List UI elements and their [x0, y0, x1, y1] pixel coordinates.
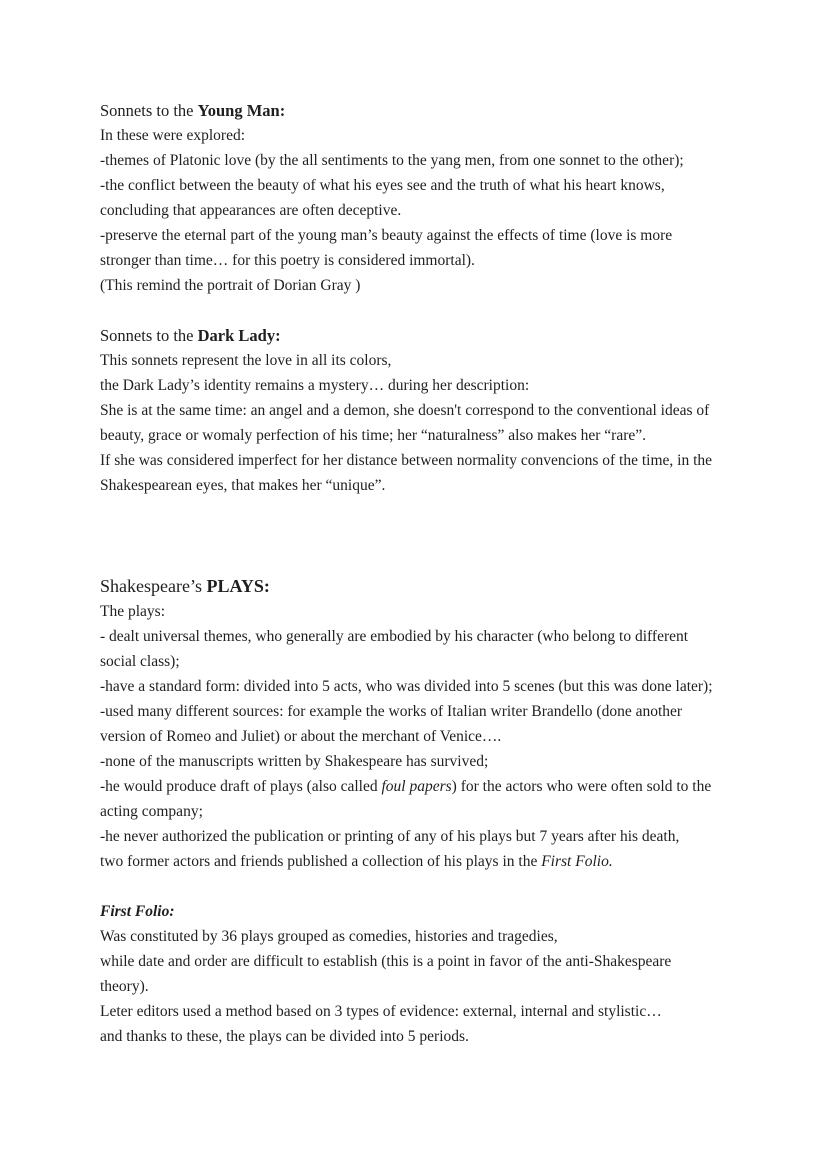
text-line: two former actors and friends published a collection of his plays in the First Folio. [100, 853, 613, 870]
text-line: If she was considered imperfect for her distance between normality convencions of the time, in the [100, 452, 713, 469]
heading-bold: PLAYS: [206, 576, 270, 596]
section-heading: Sonnets to the Young Man: [100, 101, 286, 120]
text-line: concluding that appearances are often deceptive. [100, 202, 402, 219]
section-plays [100, 573, 740, 874]
section-heading: First Folio: [100, 903, 175, 920]
spacer [100, 298, 740, 323]
text-line: theory). [100, 978, 149, 995]
text-line: She is at the same time: an angel and a demon, she doesn't correspond to the conventional ideas of [100, 402, 710, 419]
text-line: This sonnets represent the love in all its colors, [100, 352, 392, 369]
italic-term: First Folio. [541, 853, 613, 870]
text-line: (This remind the portrait of Dorian Gray ) [100, 277, 361, 294]
text-line: Leter editors used a method based on 3 types of evidence: external, internal and stylistic… [100, 1003, 662, 1020]
text-line: -he would produce draft of plays (also called foul papers) for the actors who were often sold to the [100, 778, 712, 795]
text-line: -he never authorized the publication or printing of any of his plays but 7 years after his death, [100, 828, 680, 845]
document-page [100, 98, 740, 1049]
text-line: while date and order are difficult to establish (this is a point in favor of the anti-Shakespeare [100, 953, 672, 970]
text-line: acting company; [100, 803, 203, 820]
text-line: -none of the manuscripts written by Shakespeare has survived; [100, 753, 489, 770]
italic-term: foul papers [381, 778, 452, 795]
text-line: -have a standard form: divided into 5 acts, who was divided into 5 scenes (but this was done later); [100, 678, 713, 695]
text-line: beauty, grace or womaly perfection of his time; her “naturalness” also makes her “rare”. [100, 427, 646, 444]
text-line: -themes of Platonic love (by the all sentiments to the yang men, from one sonnet to the other); [100, 152, 684, 169]
text-line: In these were explored: [100, 127, 246, 144]
text-line: the Dark Lady’s identity remains a mystery… during her description: [100, 377, 530, 394]
spacer [100, 498, 740, 573]
text-line: -preserve the eternal part of the young man’s beauty against the effects of time (love is more [100, 227, 673, 244]
spacer [100, 874, 740, 899]
text-line: stronger than time… for this poetry is considered immortal). [100, 252, 475, 269]
section-first-folio [100, 899, 740, 1049]
heading-bold: Young Man: [197, 101, 286, 120]
text-line: social class); [100, 653, 180, 670]
text-line: - dealt universal themes, who generally are embodied by his character (who belong to different [100, 628, 689, 645]
text-line: -used many different sources: for example the works of Italian writer Brandello (done another [100, 703, 683, 720]
text-line: The plays: [100, 603, 165, 620]
section-young-man [100, 98, 740, 298]
text-line: and thanks to these, the plays can be divided into 5 periods. [100, 1028, 469, 1045]
section-heading: Shakespeare’s PLAYS: [100, 576, 270, 596]
section-dark-lady [100, 323, 740, 498]
text-line: Was constituted by 36 plays grouped as comedies, histories and tragedies, [100, 928, 558, 945]
text-line: -the conflict between the beauty of what his eyes see and the truth of what his heart knows, [100, 177, 665, 194]
text-line: Shakespearean eyes, that makes her “unique”. [100, 477, 386, 494]
heading-bold: Dark Lady: [197, 326, 281, 345]
section-heading: Sonnets to the Dark Lady: [100, 326, 281, 345]
text-line: version of Romeo and Juliet) or about the merchant of Venice…. [100, 728, 502, 745]
